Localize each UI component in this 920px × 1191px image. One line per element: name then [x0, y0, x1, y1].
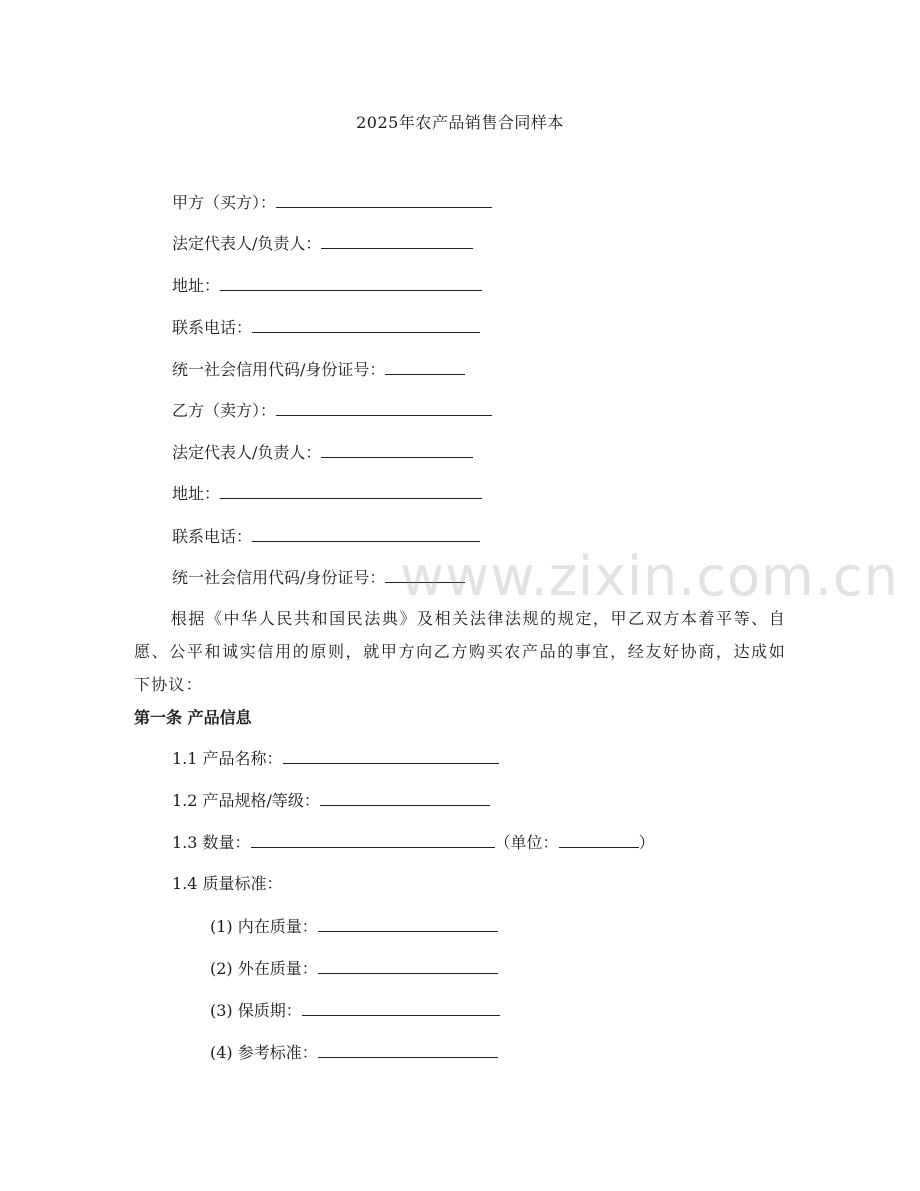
intrinsic-quality-blank[interactable]	[318, 916, 498, 932]
party-b-phone-label: 联系电话：	[172, 527, 253, 546]
shelf-life-line	[210, 1000, 500, 1022]
product-name-blank[interactable]	[283, 748, 499, 764]
unit-close-label: ）	[638, 833, 655, 852]
reference-standard-blank[interactable]	[318, 1042, 498, 1058]
product-spec-label: 1.2 产品规格/等级：	[172, 791, 320, 810]
product-spec-line	[172, 790, 490, 812]
party-b-name-line	[172, 400, 492, 422]
party-b-phone-line	[172, 526, 480, 548]
party-b-address-label: 地址：	[172, 484, 221, 503]
quantity-line	[172, 832, 655, 854]
party-b-address-line	[172, 483, 482, 505]
watermark: www.zixin.com.cn	[400, 545, 899, 608]
party-b-phone-blank[interactable]	[252, 526, 480, 542]
appearance-quality-line	[210, 958, 498, 980]
party-a-address-line	[172, 275, 482, 297]
party-b-rep-line	[172, 442, 473, 464]
unit-open-label: （单位：	[494, 833, 559, 852]
party-a-rep-line	[172, 233, 473, 255]
quantity-label: 1.3 数量：	[172, 833, 251, 852]
party-a-credit-blank[interactable]	[385, 359, 465, 375]
party-b-name-blank[interactable]	[276, 400, 492, 416]
reference-standard-line	[210, 1042, 498, 1064]
appearance-quality-label: (2) 外在质量：	[210, 959, 318, 978]
party-b-credit-blank[interactable]	[385, 567, 465, 583]
shelf-life-blank[interactable]	[302, 1000, 500, 1016]
party-a-phone-line	[172, 317, 480, 339]
party-a-name-line	[172, 192, 492, 214]
document-title: 2025年农产品销售合同样本	[356, 113, 564, 132]
quality-standard-label: 1.4 质量标准：	[172, 874, 283, 893]
product-spec-blank[interactable]	[320, 790, 490, 806]
unit-blank[interactable]	[559, 832, 639, 848]
party-b-rep-blank[interactable]	[321, 442, 473, 458]
party-a-credit-label: 统一社会信用代码/身份证号：	[172, 360, 386, 379]
party-b-rep-label: 法定代表人/负责人：	[172, 443, 322, 462]
intrinsic-quality-label: (1) 内在质量：	[210, 917, 318, 936]
quantity-blank[interactable]	[251, 832, 495, 848]
party-a-rep-label: 法定代表人/负责人：	[172, 234, 322, 253]
product-name-label: 1.1 产品名称：	[172, 749, 283, 768]
party-a-rep-blank[interactable]	[321, 233, 473, 249]
article-1-heading: 第一条 产品信息	[134, 708, 252, 727]
reference-standard-label: (4) 参考标准：	[210, 1043, 318, 1062]
party-b-credit-label: 统一社会信用代码/身份证号：	[172, 568, 386, 587]
party-b-credit-line	[172, 567, 465, 589]
intrinsic-quality-line	[210, 916, 498, 938]
appearance-quality-blank[interactable]	[318, 958, 498, 974]
quality-standard-line	[172, 874, 283, 896]
party-b-name-label: 乙方（卖方）：	[172, 401, 277, 420]
party-b-address-blank[interactable]	[220, 483, 482, 499]
party-a-credit-line	[172, 359, 465, 381]
product-name-line	[172, 748, 499, 770]
party-a-address-label: 地址：	[172, 276, 221, 295]
party-a-phone-blank[interactable]	[252, 317, 480, 333]
preamble-paragraph: 根据《中华人民共和国民法典》及相关法律法规的规定，甲乙双方本着平等、自愿、公平和诚实信用的原则，就甲方向乙方购买农产品的事宜，经友好协商，达成如下协议：	[134, 609, 786, 694]
shelf-life-label: (3) 保质期：	[210, 1001, 302, 1020]
party-a-name-label: 甲方（买方）：	[172, 193, 277, 212]
party-a-address-blank[interactable]	[220, 275, 482, 291]
party-a-phone-label: 联系电话：	[172, 318, 253, 337]
party-a-name-blank[interactable]	[276, 192, 492, 208]
